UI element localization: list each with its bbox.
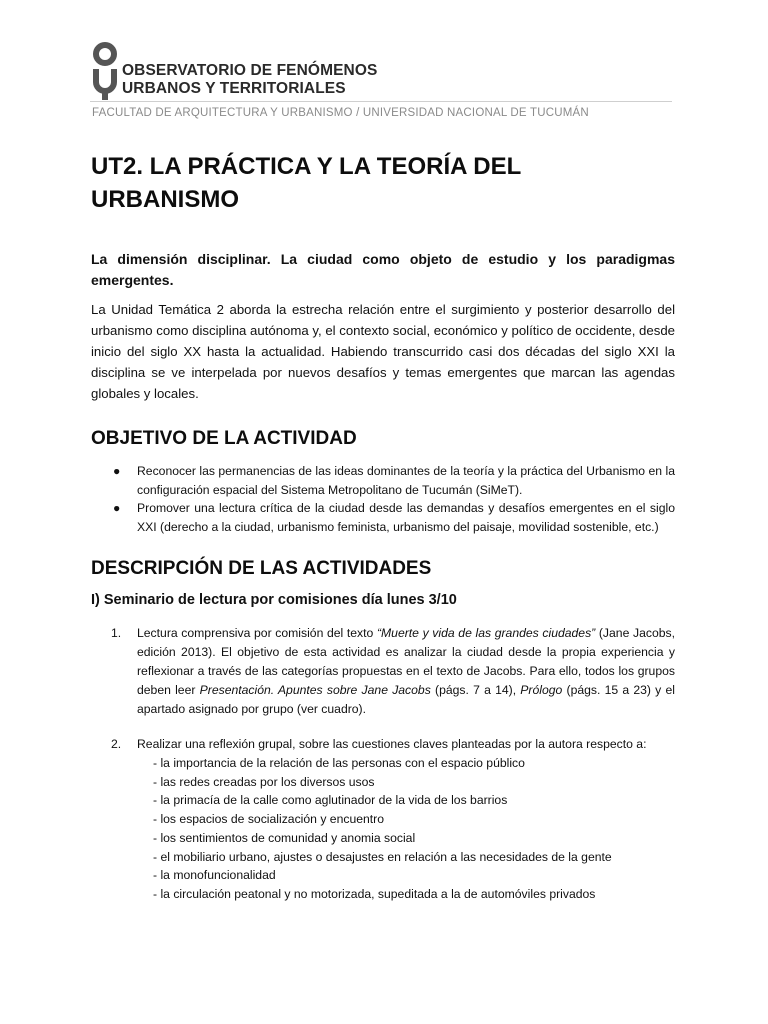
activity-text: (págs. 15 a 23) y el apartado asignado por grupo (ver cuadro). — [137, 683, 675, 716]
activity-text: Lectura comprensiva por comisión del texto — [137, 626, 377, 640]
list-item — [91, 499, 675, 536]
activity-text: Realizar una reflexión grupal, sobre las cuestiones claves planteadas por la autora respecto a: — [137, 737, 647, 751]
list-item: - las redes creadas por los diversos usos — [153, 774, 375, 789]
list-item: - los espacios de socialización y encuentro — [153, 812, 385, 827]
document-body — [91, 150, 675, 920]
organization-name-line2: URBANOS Y TERRITORIALES — [122, 80, 346, 97]
book-title: “Muerte y vida de las grandes ciudades” — [376, 626, 596, 640]
objective-heading: OBJETIVO DE LA ACTIVIDAD — [91, 428, 357, 449]
key-issues-list — [137, 754, 675, 904]
document-title-line2: URBANISMO — [91, 186, 239, 213]
presentation-title: Presentación. Apuntes sobre Jane Jacobs — [199, 683, 431, 697]
activity-number: 2. — [111, 737, 122, 751]
activity-number: 1. — [111, 626, 122, 640]
list-item: - la circulación peatonal y no motorizada, supeditada a la de automóviles privados — [153, 886, 596, 901]
bullet-icon: ● — [113, 501, 121, 515]
list-item: - la importancia de la relación de las personas con el espacio público — [153, 756, 525, 770]
document-title — [91, 150, 675, 216]
header-divider — [90, 101, 672, 102]
objective-text: Reconocer las permanencias de las ideas dominantes de la teoría y la práctica del Urbanismo en la configuración espacial del Sistema Metropolitano de Tucumán (SiMeT). — [137, 464, 675, 497]
organization-name — [122, 62, 377, 98]
unit-subtitle: La dimensión disciplinar. La ciudad como objeto de estudio y los paradigmas emergentes. — [91, 251, 675, 288]
document-title-line1: UT2. LA PRÁCTICA Y LA TEORÍA DEL — [91, 153, 522, 180]
activity-item — [91, 735, 675, 904]
activity-text: (págs. 7 a 14), — [430, 683, 521, 697]
list-item — [91, 462, 675, 499]
intro-paragraph: La Unidad Temática 2 aborda la estrecha relación entre el surgimiento y posterior desarrollo del urbanismo como disciplina autónoma y, el contexto social, económico y político de occidente, desde inicio del siglo XX hasta la actualidad. Habiendo transcurrido casi dos décadas del siglo XXI la disciplina se ve interpelada por nuevos desafíos y temas emergentes que marcan las agendas globales y locales. — [91, 302, 675, 401]
description-heading: DESCRIPCIÓN DE LAS ACTIVIDADES — [91, 558, 432, 579]
list-item: - la primacía de la calle como aglutinador de la vida de los barrios — [153, 793, 508, 808]
list-item: - la monofuncionalidad — [153, 868, 276, 883]
bullet-icon: ● — [113, 464, 121, 478]
organization-name-line1: OBSERVATORIO DE FENÓMENOS — [122, 62, 378, 79]
faculty-line: FACULTAD DE ARQUITECTURA Y URBANISMO / UNIVERSIDAD NACIONAL DE TUCUMÁN — [92, 107, 589, 119]
objective-text: Promover una lectura crítica de la ciudad desde las demandas y desafíos emergentes en el siglo XXI (derecho a la ciudad, urbanismo feminista, urbanismo del paisaje, movilidad sostenible, etc.) — [137, 501, 675, 534]
activity-text: (Jane Jacobs, edición 2013). El objetivo de esta actividad es analizar la ciudad desde la propia experiencia y reflexionar a través de las categorías propuestas en el texto de Jacobs. Para ello, todos los grupos deben leer — [137, 626, 675, 697]
seminar-heading: I) Seminario de lectura por comisiones día lunes 3/10 — [91, 592, 457, 608]
list-item: - los sentimientos de comunidad y anomia social — [153, 830, 416, 845]
prologue-title: Prólogo — [520, 683, 563, 697]
activities-list — [91, 624, 675, 904]
list-item: - el mobiliario urbano, ajustes o desajustes en relación a las necesidades de la gente — [153, 849, 612, 864]
objective-list — [91, 462, 675, 536]
observatory-logo-icon — [92, 42, 118, 100]
activity-item — [91, 624, 675, 719]
